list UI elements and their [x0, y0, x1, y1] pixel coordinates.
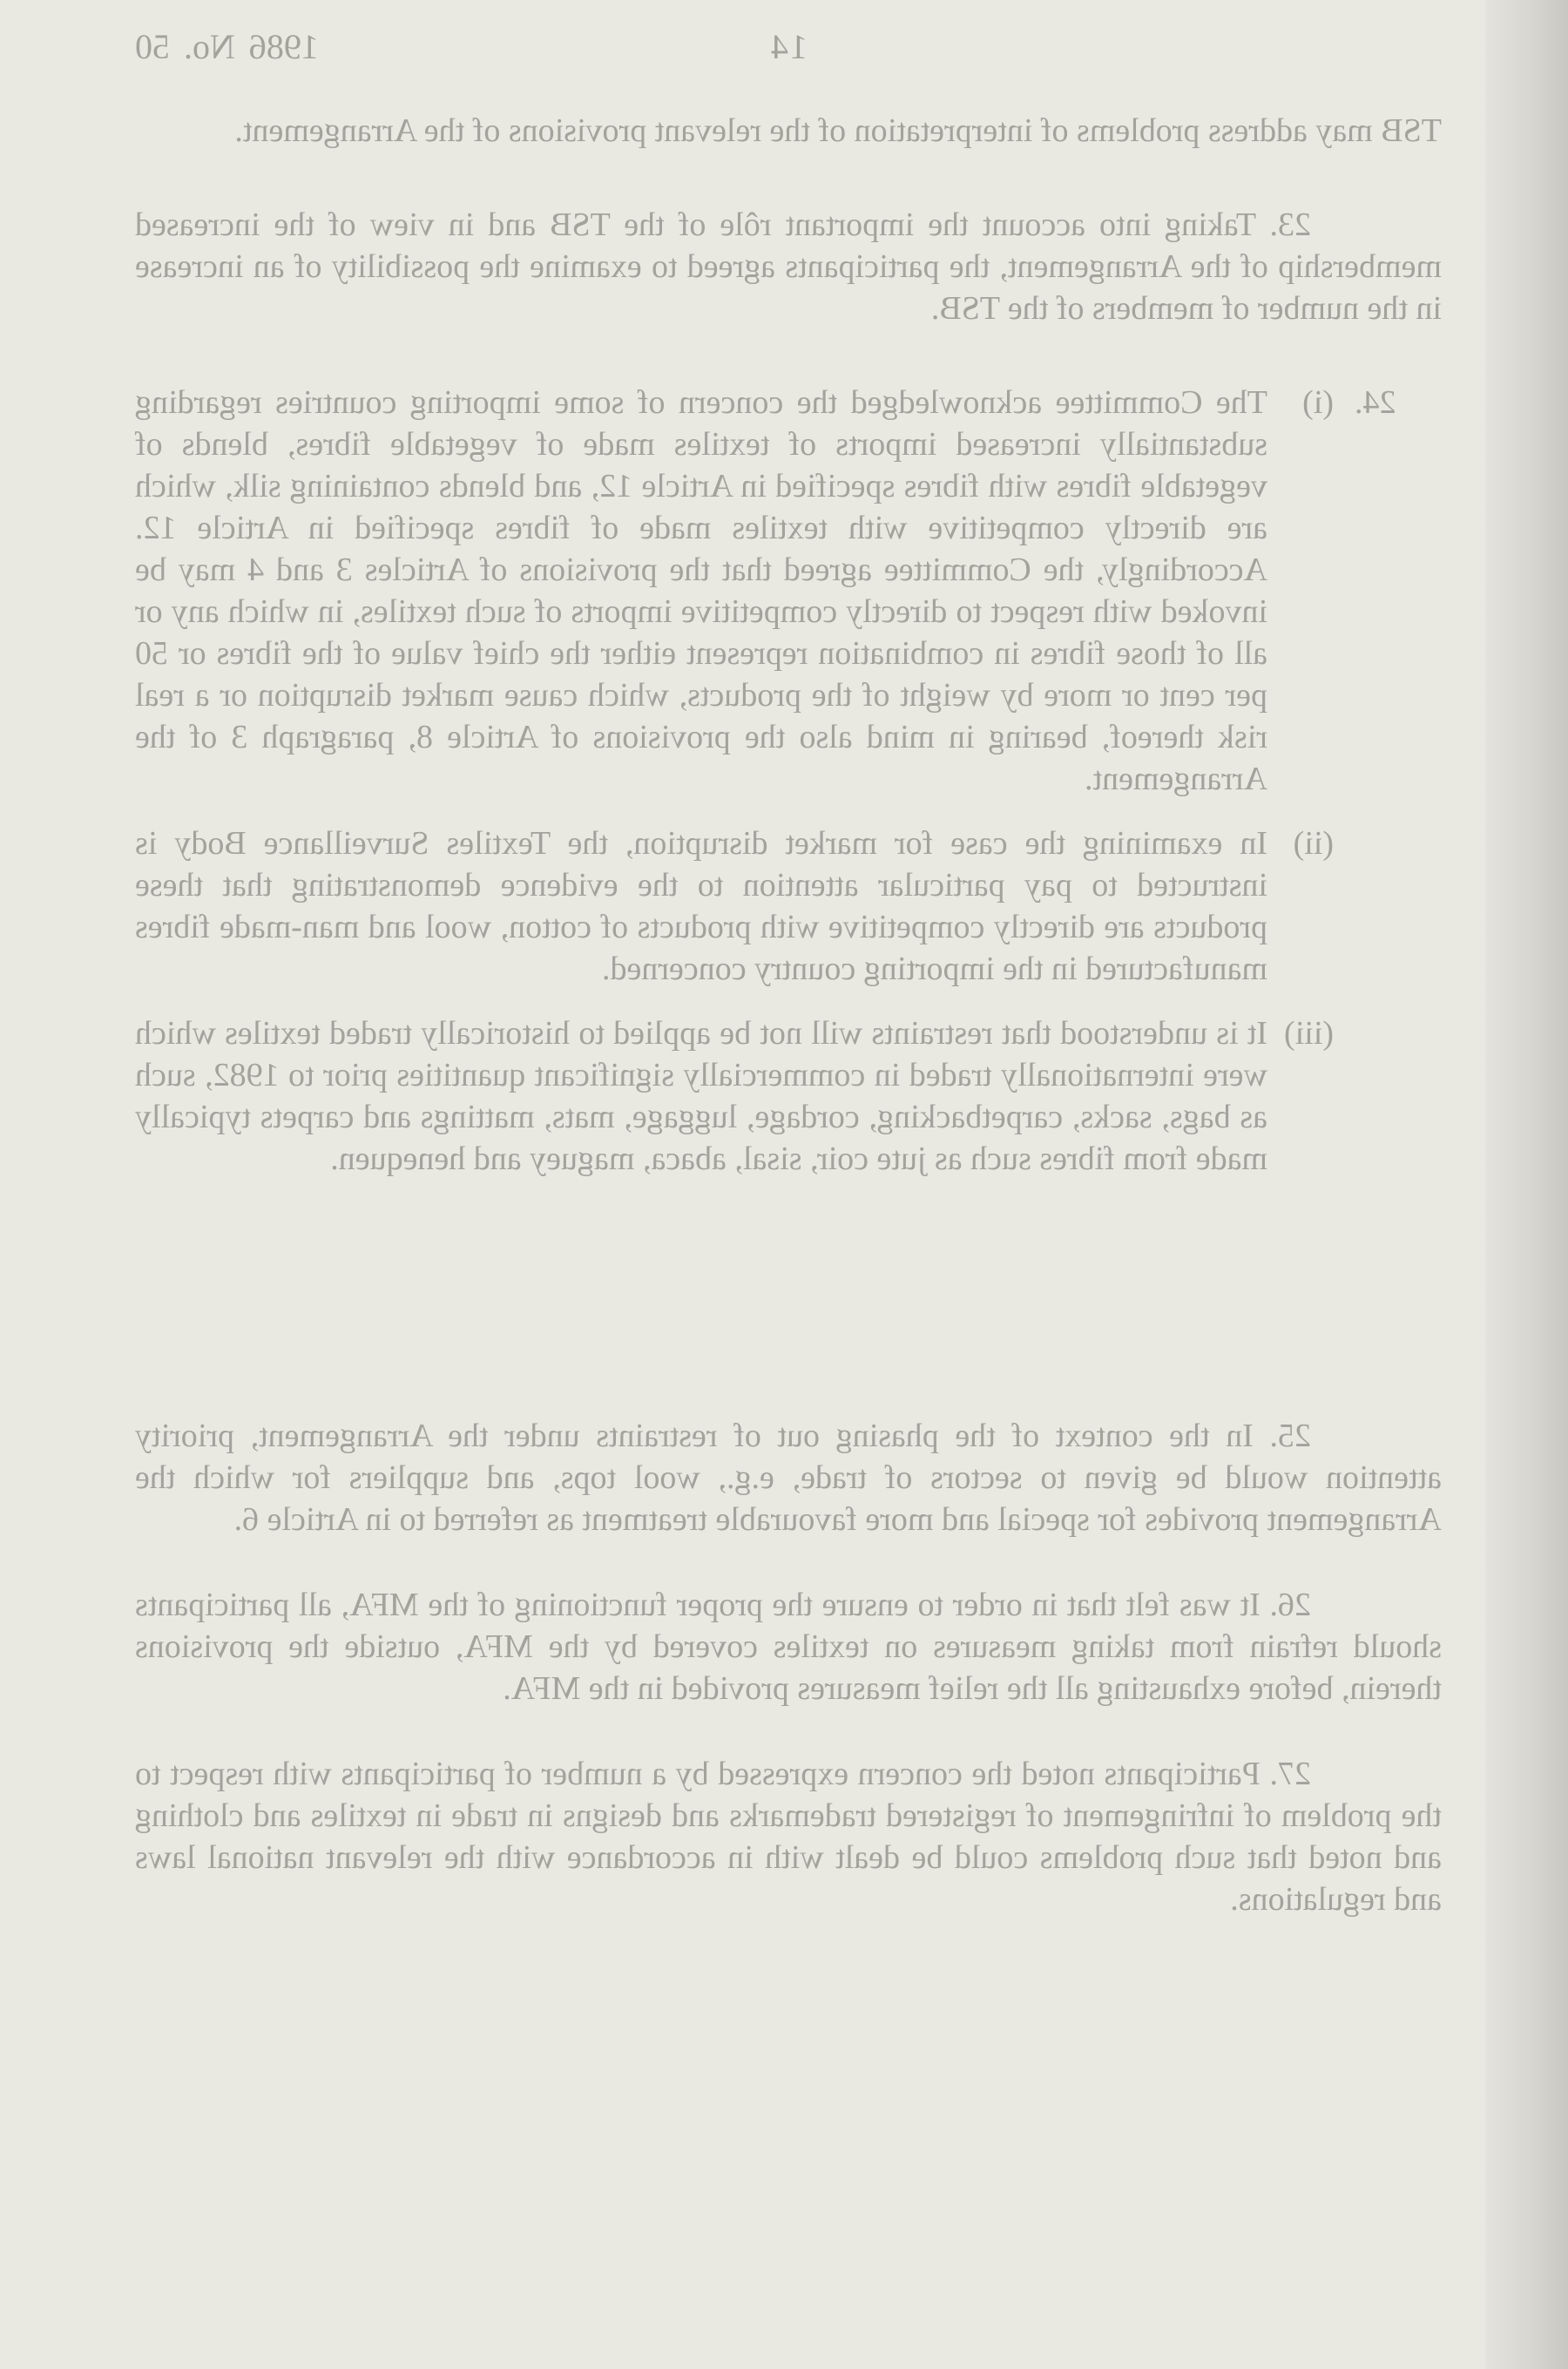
paragraph-24-number: 24. — [1355, 384, 1396, 421]
paragraph-24-head — [1267, 382, 1442, 423]
page-header — [135, 26, 1442, 87]
paragraph-26: 26. It was felt that in order to ensure the proper functioning of the MFA, all participants should refrain from taking measures on textiles covered by the MFA, outside the provisions therein, before exhausting all the relief measures provided in the MFA. — [135, 1587, 1442, 1707]
paragraph-24-item-1 — [135, 382, 1442, 800]
paragraph-27: 27. Participants noted the concern expressed by a number of participants with respect to the problem of infringement of registered trademarks and designs in trade in textiles and clothing and noted that such problems could be dealt with in accordance with the relevant national laws and regulations. — [135, 1756, 1442, 1918]
carryover-paragraph: TSB may address problems of interpretation of the relevant provisions of the Arrangement. — [234, 112, 1442, 149]
paragraph-23: 23. Taking into account the important rôle of the TSB and in view of the increased membership of the Arrangement, the participants agreed to examine the possibility of an increase in the number of members of the TSB. — [135, 206, 1442, 327]
item-label: (i) — [1302, 384, 1334, 421]
item-head — [1267, 1012, 1442, 1054]
item-head — [1267, 822, 1442, 864]
running-head: 1986 No. 50 — [135, 27, 319, 66]
paragraph-24-item-3 — [135, 1012, 1442, 1180]
item-label: (ii) — [1293, 825, 1334, 862]
item-text: In examining the case for market disruption, the Textiles Surveillance Body is instructed to pay particular attention to the evidence demonstrating that these products are directly competitive with products of cotton, wool and man-made fibres manufactured in the importing country concerned. — [135, 825, 1267, 987]
item-text: It is understood that restraints will not be applied to historically traded textiles which were internationally traded in commercially significant quantities prior to 1982, such as bags, sacks, carpetbacking, cordage, luggage, mats, mattings and carpets typically made from fibres such as jute coir, sisal, abaca, maguey and henequen. — [135, 1015, 1267, 1177]
page-number: 14 — [769, 27, 808, 66]
paragraph-24-item-2 — [135, 822, 1442, 990]
item-text: The Committee acknowledged the concern of some importing countries regarding substantially increased imports of textiles made of vegetable fibres, blends of vegetable fibres with fibres specified in Article 12, and blends containing silk, which are directly competitive with textiles made of fibres specified in Article 12. Accordingly, the Committee agreed that the provisions of Articles 3 and 4 may be invoked with respect to directly competitive imports of such textiles, in which any or all of those fibres in combination represent either the chief value of the fibres or 50 per cent or more by weight of the products, which cause market disruption or a real risk thereof, bearing in mind also the provisions of Article 8, paragraph 3 of the Arrangement. — [135, 384, 1267, 797]
item-label: (iii) — [1284, 1015, 1334, 1052]
paragraph-25: 25. In the context of the phasing out of restraints under the Arrangement, priority attention would be given to sectors of trade, e.g., wool tops, and suppliers for which the Arrangement provides for special and more favourable treatment as referred to in Article 6. — [135, 1418, 1442, 1538]
document-page — [135, 26, 1442, 1920]
